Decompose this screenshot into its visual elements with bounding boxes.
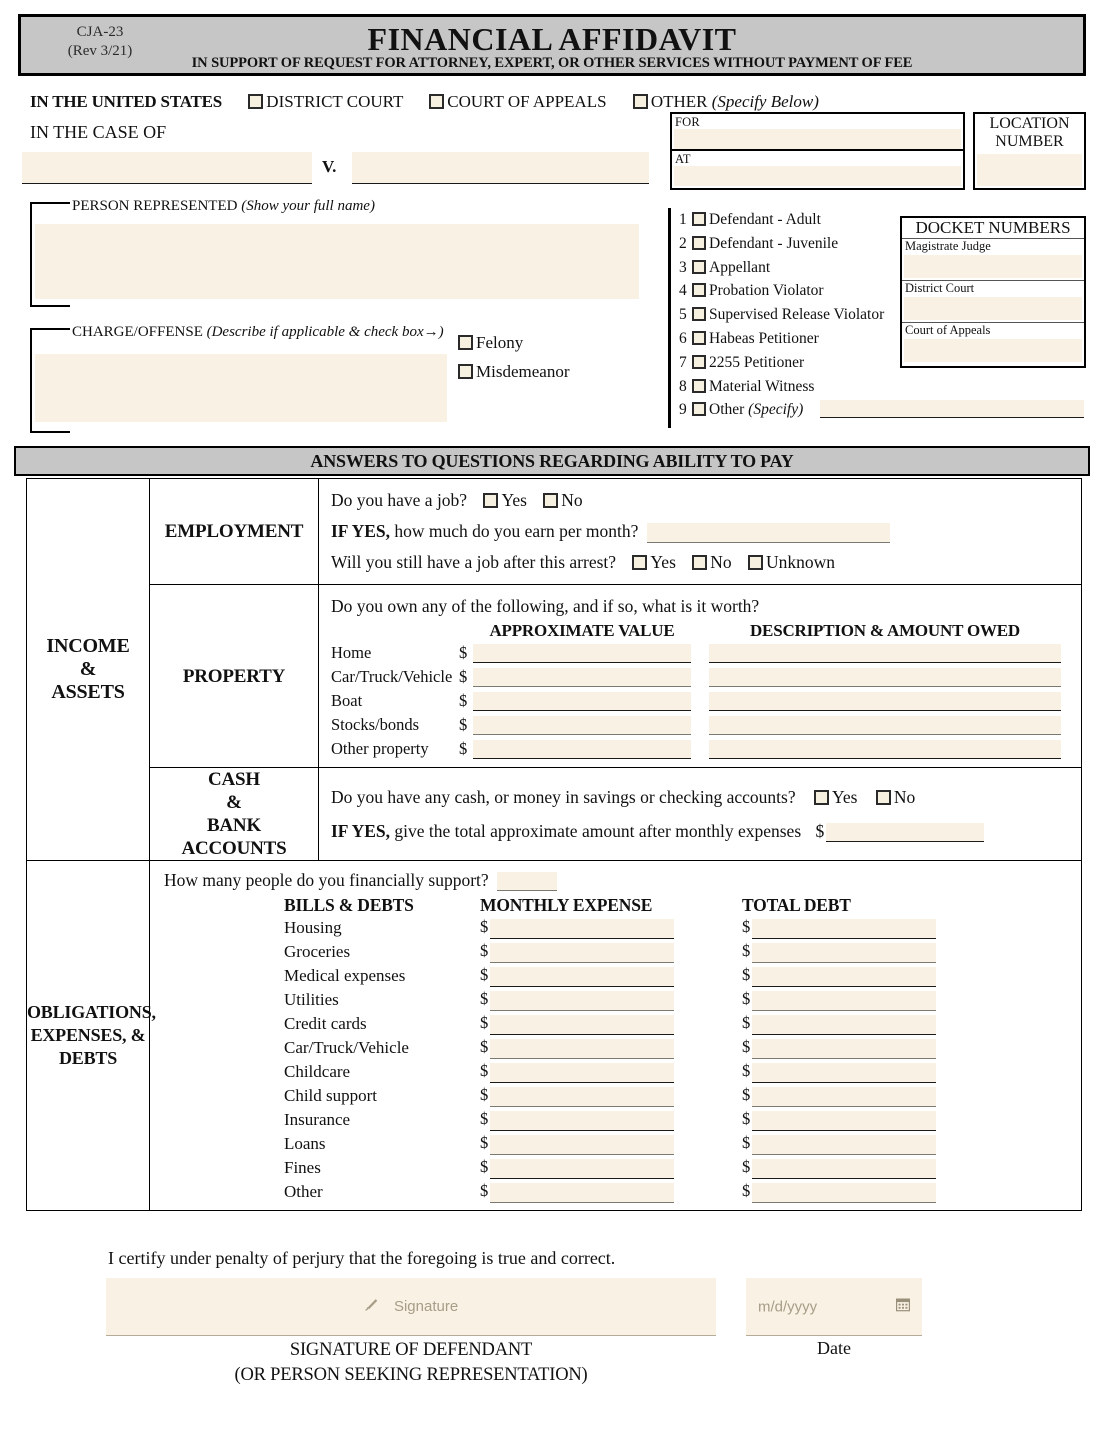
bills-row-name: Other <box>284 1182 323 1201</box>
person-represented-label-text: PERSON REPRESENTED <box>72 198 238 214</box>
property-question: Do you own any of the following, and if so, what is it worth? <box>331 596 760 616</box>
job-after-yes-label: Yes <box>650 552 676 572</box>
cash-q2-bold: IF YES, <box>331 821 390 841</box>
bracket-bottom <box>30 305 70 307</box>
location-number-input[interactable] <box>977 154 1082 186</box>
checkbox-icon[interactable] <box>814 790 829 805</box>
party-type-label: Habeas Petitioner <box>709 329 819 347</box>
bills-row <box>284 916 936 940</box>
signature-caption-line2: (OR PERSON SEEKING REPRESENTATION) <box>234 1365 588 1385</box>
checkbox-job-after-unknown[interactable] <box>748 552 835 572</box>
bills-row <box>284 1180 936 1204</box>
bills-monthly-input[interactable] <box>490 1183 674 1203</box>
checkbox-icon[interactable] <box>692 260 706 274</box>
bills-total-input[interactable] <box>752 1111 936 1131</box>
checkbox-icon[interactable] <box>692 307 706 321</box>
bills-row-name: Utilities <box>284 990 339 1009</box>
checkbox-icon[interactable] <box>633 94 648 109</box>
for-row <box>672 114 963 151</box>
party-type-number: 3 <box>679 258 687 276</box>
bills-row <box>284 988 936 1012</box>
dollar-sign: $ <box>742 941 751 961</box>
bills-total-input[interactable] <box>752 1039 936 1059</box>
docket-appeals-input[interactable] <box>904 339 1082 362</box>
checkbox-icon[interactable] <box>543 493 558 508</box>
cash-q2-row <box>331 814 1071 848</box>
party-type-label: Material Witness <box>709 377 815 395</box>
checkbox-employment-no[interactable] <box>543 490 582 510</box>
checkbox-icon[interactable] <box>458 364 473 379</box>
signature-caption <box>106 1338 716 1388</box>
signature-input[interactable] <box>106 1278 716 1336</box>
dollar-sign: $ <box>742 1109 751 1129</box>
dollar-sign: $ <box>742 1061 751 1081</box>
property-row <box>331 689 1061 713</box>
date-caption: Date <box>817 1338 851 1358</box>
location-number-label-line2: NUMBER <box>995 133 1064 150</box>
party-type-item[interactable] <box>679 208 884 232</box>
party-type-number: 4 <box>679 282 687 300</box>
dollar-sign: $ <box>480 965 489 985</box>
bills-row-name: Credit cards <box>284 1014 367 1033</box>
location-number-label-line1: LOCATION <box>989 115 1070 132</box>
bills-monthly-input[interactable] <box>490 1111 674 1131</box>
cash-yes-label: Yes <box>831 787 858 807</box>
bills-row-name: Groceries <box>284 942 351 961</box>
bills-row-name: Child support <box>284 1086 378 1105</box>
docket-appeals-label: Court of Appeals <box>905 323 991 337</box>
dollar-sign: $ <box>480 1157 489 1177</box>
checkbox-icon[interactable] <box>876 790 891 805</box>
property-row-name: Stocks/bonds <box>331 715 420 734</box>
party-type-number: 9 <box>679 401 687 419</box>
bracket-left <box>30 202 32 307</box>
bracket-bottom <box>30 431 70 433</box>
charge-offense-label-text: CHARGE/OFFENSE <box>72 324 203 340</box>
cash-no-label: No <box>893 787 916 807</box>
cash-q1-row <box>331 780 1071 814</box>
party-type-other-hint: (Specify) <box>748 401 804 419</box>
checkbox-cash-no[interactable] <box>876 787 915 807</box>
support-question-row <box>164 867 1071 893</box>
support-question-label: How many people do you financially support? <box>164 870 489 890</box>
obligations-line2: EXPENSES, & <box>30 1025 146 1045</box>
form-title-bar <box>18 14 1086 76</box>
party-type-label: Other <box>709 401 745 419</box>
dollar-sign: $ <box>459 739 468 758</box>
court-of-appeals-label: COURT OF APPEALS <box>447 92 607 111</box>
property-grid <box>331 621 1061 761</box>
employment-no-label: No <box>561 490 583 510</box>
ability-to-pay-table <box>26 478 1082 1211</box>
employment-q1-label: Do you have a job? <box>331 490 468 510</box>
property-description-input[interactable] <box>709 692 1061 711</box>
bills-monthly-input[interactable] <box>490 1087 674 1107</box>
dollar-sign: $ <box>742 989 751 1009</box>
support-count-input[interactable] <box>497 872 557 891</box>
income-assets-section-label <box>27 479 150 861</box>
bills-row-name: Childcare <box>284 1062 351 1081</box>
party-type-item[interactable] <box>679 256 884 280</box>
docket-row-magistrate <box>902 239 1084 281</box>
property-row <box>331 737 1061 761</box>
docket-district-label: District Court <box>905 281 975 295</box>
party-type-item[interactable] <box>679 351 884 375</box>
table-row <box>27 861 1082 1211</box>
page-subtitle: IN SUPPORT OF REQUEST FOR ATTORNEY, EXPERT, OR OTHER SERVICES WITHOUT PAYMENT OF FEE <box>191 55 913 71</box>
offense-level-group <box>458 328 569 386</box>
other-court-hint: (Specify Below) <box>711 92 819 111</box>
property-description-input[interactable] <box>709 668 1061 687</box>
bills-total-input[interactable] <box>752 943 936 963</box>
checkbox-job-after-no[interactable] <box>692 552 731 572</box>
person-represented-label <box>72 198 375 215</box>
property-header-row <box>331 621 1061 641</box>
date-placeholder-text: m/d/yyyy <box>758 1298 818 1315</box>
employment-q3-label: Will you still have a job after this arrest? <box>331 552 617 572</box>
checkbox-icon[interactable] <box>692 379 706 393</box>
checkbox-icon[interactable] <box>692 283 706 297</box>
property-value-input[interactable] <box>473 716 691 735</box>
party-type-number: 2 <box>679 234 687 252</box>
checkbox-icon[interactable] <box>632 555 647 570</box>
property-col-desc-header: DESCRIPTION & AMOUNT OWED <box>749 621 1021 640</box>
checkbox-icon[interactable] <box>692 555 707 570</box>
party-type-label: Defendant - Juvenile <box>709 234 839 252</box>
dollar-sign: $ <box>742 1037 751 1057</box>
property-questions-cell <box>319 585 1082 768</box>
checkbox-employment-yes[interactable] <box>483 490 526 510</box>
party-type-label: Probation Violator <box>709 282 824 300</box>
checkbox-icon[interactable] <box>692 355 706 369</box>
bracket-top <box>30 328 70 330</box>
bills-total-input[interactable] <box>752 1159 936 1179</box>
property-row-name: Home <box>331 643 372 662</box>
bills-monthly-input[interactable] <box>490 1135 674 1155</box>
charge-offense-input[interactable] <box>35 354 447 422</box>
bills-row <box>284 1060 936 1084</box>
bills-row-name: Medical expenses <box>284 966 406 985</box>
bills-monthly-input[interactable] <box>490 1039 674 1059</box>
plaintiff-input[interactable] <box>22 152 312 184</box>
dollar-sign: $ <box>480 941 489 961</box>
cash-label-line1: CASH <box>208 769 260 790</box>
dollar-sign: $ <box>742 965 751 985</box>
dollar-sign: $ <box>480 917 489 937</box>
employment-q2-rest: how much do you earn per month? <box>390 521 639 541</box>
bills-row-name: Loans <box>284 1134 326 1153</box>
party-type-label: Supervised Release Violator <box>709 306 885 324</box>
bills-total-input[interactable] <box>752 1063 936 1083</box>
bills-total-input[interactable] <box>752 1087 936 1107</box>
employment-section-label: EMPLOYMENT <box>150 479 319 585</box>
checkbox-misdemeanor[interactable] <box>458 357 569 386</box>
for-input[interactable] <box>674 129 961 149</box>
checkbox-court-of-appeals[interactable] <box>429 92 606 111</box>
bills-col-monthly-header: MONTHLY EXPENSE <box>480 895 653 915</box>
form-number: CJA-23 <box>76 24 124 40</box>
cash-amount-input[interactable] <box>826 823 984 842</box>
bills-debts-grid <box>284 895 936 1204</box>
party-type-item[interactable] <box>679 232 884 256</box>
bills-monthly-input[interactable] <box>490 1015 674 1035</box>
checkbox-district-court[interactable] <box>248 92 403 111</box>
property-row <box>331 641 1061 665</box>
employment-questions-cell <box>319 479 1082 585</box>
income-assets-line2: & <box>79 658 97 680</box>
signature-pen-icon <box>364 1300 384 1317</box>
dollar-sign: $ <box>480 1085 489 1105</box>
property-value-input[interactable] <box>473 740 691 759</box>
property-row <box>331 713 1061 737</box>
employment-q2-bold: IF YES, <box>331 521 390 541</box>
dollar-sign: $ <box>480 1037 489 1057</box>
docket-numbers-box <box>900 216 1086 368</box>
at-row <box>672 151 963 188</box>
party-type-item[interactable] <box>679 279 884 303</box>
bills-row <box>284 964 936 988</box>
property-value-input[interactable] <box>473 644 691 663</box>
party-type-label: Defendant - Adult <box>709 211 821 228</box>
bills-col-total-header: TOTAL DEBT <box>742 895 851 915</box>
signature-placeholder-group <box>106 1297 716 1317</box>
dollar-sign: $ <box>742 1133 751 1153</box>
location-number-box <box>973 112 1086 190</box>
bills-monthly-input[interactable] <box>490 991 674 1011</box>
district-court-label: DISTRICT COURT <box>266 92 404 111</box>
signature-placeholder-text: Signature <box>393 1297 459 1315</box>
form-revision: (Rev 3/21) <box>67 43 133 59</box>
checkbox-icon[interactable] <box>483 493 498 508</box>
felony-label: Felony <box>476 333 524 352</box>
bills-row <box>284 1156 936 1180</box>
bills-row <box>284 1084 936 1108</box>
checkbox-icon[interactable] <box>692 236 706 250</box>
party-type-number: 6 <box>679 329 687 347</box>
party-type-item[interactable] <box>679 303 884 327</box>
party-type-label: 2255 Petitioner <box>709 353 805 371</box>
date-input[interactable] <box>746 1278 922 1336</box>
checkbox-job-after-yes[interactable] <box>632 552 675 572</box>
cash-label-line2: & <box>226 792 242 813</box>
cash-questions-cell <box>319 768 1082 861</box>
versus-label: V. <box>322 157 337 176</box>
property-description-input[interactable] <box>709 740 1061 759</box>
bills-total-input[interactable] <box>752 1015 936 1035</box>
bills-total-input[interactable] <box>752 1135 936 1155</box>
obligations-section-label <box>27 861 156 1211</box>
docket-numbers-title: DOCKET NUMBERS <box>902 218 1084 239</box>
checkbox-icon[interactable] <box>692 212 706 226</box>
checkbox-icon[interactable] <box>692 402 706 416</box>
bills-total-input[interactable] <box>752 1183 936 1203</box>
docket-row-appeals <box>902 323 1084 365</box>
bills-row-name: Car/Truck/Vehicle <box>284 1038 409 1057</box>
job-after-no-label: No <box>710 552 732 572</box>
party-type-list <box>668 208 884 428</box>
at-label: AT <box>675 152 691 166</box>
misdemeanor-label: Misdemeanor <box>476 362 570 381</box>
in-the-case-of-label: IN THE CASE OF <box>30 122 167 142</box>
certification-statement: I certify under penalty of perjury that the foregoing is true and correct. <box>108 1248 616 1268</box>
checkbox-icon[interactable] <box>458 335 473 350</box>
table-row <box>27 585 1082 768</box>
property-value-input[interactable] <box>473 692 691 711</box>
checkbox-icon[interactable] <box>748 555 763 570</box>
property-section-label: PROPERTY <box>150 585 319 768</box>
checkbox-felony[interactable] <box>458 328 569 357</box>
checkbox-other-court[interactable] <box>633 92 819 111</box>
bracket-left <box>30 328 32 433</box>
cash-q2-rest: give the total approximate amount after monthly expenses <box>390 821 802 841</box>
charge-offense-hint: (Describe if applicable & check box→) <box>206 324 444 340</box>
employment-q1-row <box>331 485 1071 516</box>
bills-row-name: Fines <box>284 1158 321 1177</box>
dollar-sign: $ <box>742 1013 751 1033</box>
page-title: FINANCIAL AFFIDAVIT <box>367 21 737 57</box>
employment-q2-row <box>331 516 1071 547</box>
bills-monthly-input[interactable] <box>490 1159 674 1179</box>
location-number-label <box>975 114 1084 151</box>
charge-offense-block <box>30 324 450 433</box>
property-description-input[interactable] <box>709 644 1061 663</box>
bills-total-input[interactable] <box>752 967 936 987</box>
docket-magistrate-label: Magistrate Judge <box>905 239 991 253</box>
other-court-label: OTHER <box>650 92 708 111</box>
docket-district-input[interactable] <box>904 297 1082 320</box>
calendar-icon[interactable] <box>896 1297 910 1316</box>
bills-row <box>284 940 936 964</box>
dollar-sign: $ <box>480 1061 489 1081</box>
property-row-name: Other property <box>331 739 429 758</box>
dollar-sign: $ <box>815 821 825 841</box>
docket-magistrate-input[interactable] <box>904 255 1082 278</box>
dollar-sign: $ <box>480 1013 489 1033</box>
cash-q1-label: Do you have any cash, or money in savings or checking accounts? <box>331 787 796 807</box>
bills-monthly-input[interactable] <box>490 967 674 987</box>
bills-col-name-header: BILLS & DEBTS <box>284 895 414 915</box>
party-type-item[interactable] <box>679 375 884 399</box>
employment-yes-label: Yes <box>501 490 527 510</box>
dollar-sign: $ <box>459 691 468 710</box>
dollar-sign: $ <box>480 1181 489 1201</box>
charge-offense-label <box>72 324 444 341</box>
signature-caption-line1: SIGNATURE OF DEFENDANT <box>289 1340 533 1360</box>
dollar-sign: $ <box>459 643 468 662</box>
docket-row-district <box>902 281 1084 323</box>
person-represented-hint: (Show your full name) <box>241 198 375 214</box>
cash-label-line4: ACCOUNTS <box>181 838 287 859</box>
obligations-content-cell <box>150 861 1082 1211</box>
bills-header-row <box>284 895 936 916</box>
property-row <box>331 665 1061 689</box>
bills-row-name: Housing <box>284 918 342 937</box>
bills-row <box>284 1012 936 1036</box>
for-label: FOR <box>675 115 700 129</box>
defendant-input[interactable] <box>352 152 649 184</box>
bills-row <box>284 1132 936 1156</box>
checkbox-icon[interactable] <box>692 331 706 345</box>
bills-monthly-input[interactable] <box>490 919 674 939</box>
dollar-sign: $ <box>459 715 468 734</box>
court-prefix-label: IN THE UNITED STATES <box>30 92 223 111</box>
for-at-box <box>670 112 965 190</box>
checkbox-icon[interactable] <box>248 94 263 109</box>
bills-monthly-input[interactable] <box>490 1063 674 1083</box>
dollar-sign: $ <box>480 989 489 1009</box>
monthly-earnings-input[interactable] <box>647 523 890 543</box>
property-description-input[interactable] <box>709 716 1061 735</box>
cash-bank-section-label <box>150 768 319 861</box>
party-type-item[interactable] <box>679 327 884 351</box>
dollar-sign: $ <box>742 917 751 937</box>
party-type-number: 1 <box>679 211 687 228</box>
at-input[interactable] <box>674 166 961 186</box>
obligations-line3: DEBTS <box>58 1048 118 1068</box>
answers-section-banner: ANSWERS TO QUESTIONS REGARDING ABILITY TO PAY <box>14 446 1090 476</box>
court-selection-row <box>30 92 819 112</box>
property-value-input[interactable] <box>473 668 691 687</box>
dollar-sign: $ <box>742 1181 751 1201</box>
property-col-value-header: APPROXIMATE VALUE <box>489 621 675 640</box>
party-type-number: 5 <box>679 306 687 324</box>
bracket-top <box>30 202 70 204</box>
party-type-number: 7 <box>679 353 687 371</box>
party-type-number: 8 <box>679 377 687 395</box>
dollar-sign: $ <box>480 1109 489 1129</box>
party-type-other-input[interactable] <box>820 400 1084 418</box>
cash-label-line3: BANK <box>206 815 262 836</box>
bills-total-input[interactable] <box>752 991 936 1011</box>
table-row <box>27 768 1082 861</box>
income-assets-line3: ASSETS <box>51 681 125 703</box>
dollar-sign: $ <box>480 1133 489 1153</box>
bills-row-name: Insurance <box>284 1110 351 1129</box>
person-represented-block <box>30 198 640 307</box>
checkbox-cash-yes[interactable] <box>814 787 857 807</box>
bills-total-input[interactable] <box>752 919 936 939</box>
dollar-sign: $ <box>742 1085 751 1105</box>
table-row <box>27 479 1082 585</box>
party-type-label: Appellant <box>709 258 771 276</box>
employment-q3-row <box>331 547 1071 578</box>
bills-monthly-input[interactable] <box>490 943 674 963</box>
obligations-line1: OBLIGATIONS, <box>27 1002 156 1022</box>
dollar-sign: $ <box>742 1157 751 1177</box>
checkbox-icon[interactable] <box>429 94 444 109</box>
person-represented-input[interactable] <box>35 224 639 299</box>
job-after-unknown-label: Unknown <box>766 552 836 572</box>
bills-row <box>284 1108 936 1132</box>
income-assets-line1: INCOME <box>46 635 130 657</box>
property-row-name: Boat <box>331 691 363 710</box>
bills-row <box>284 1036 936 1060</box>
property-row-name: Car/Truck/Vehicle <box>331 667 453 686</box>
dollar-sign: $ <box>459 667 468 686</box>
